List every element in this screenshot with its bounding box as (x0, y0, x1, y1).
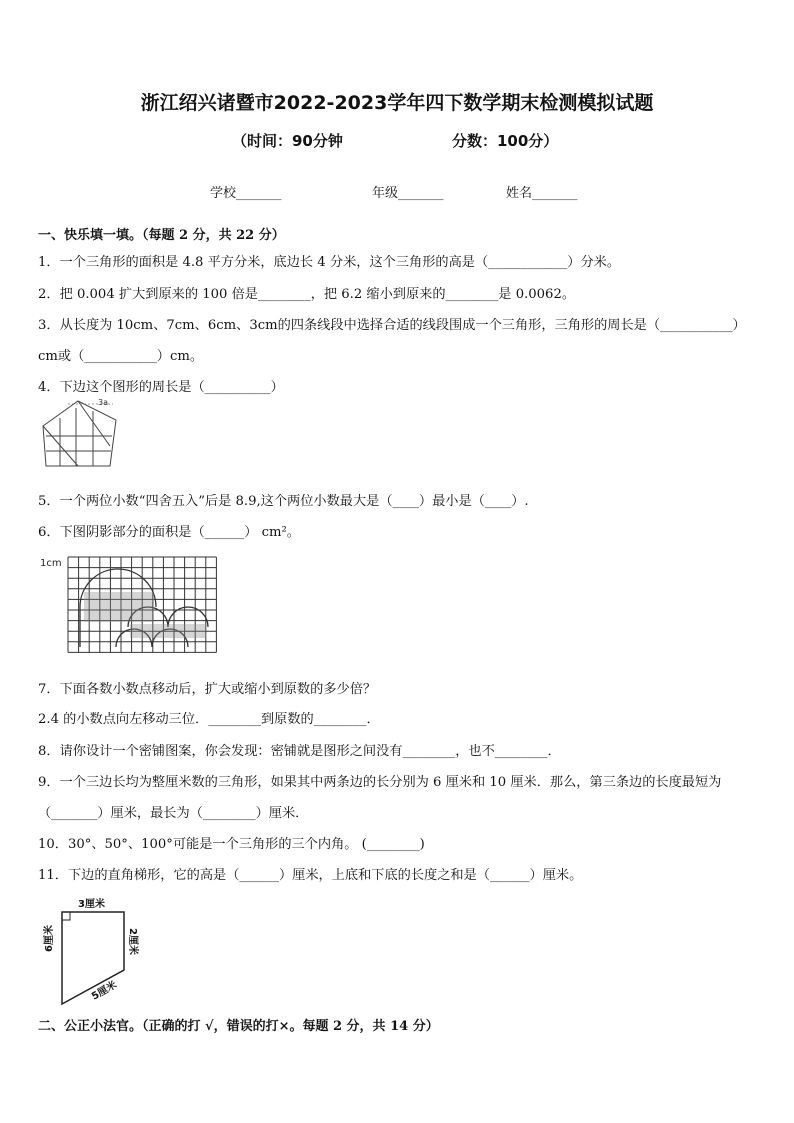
question-10: 10．30°、50°、100°可能是一个三角形的三个内角。 (________) (38, 837, 425, 852)
question-9-continued: （_______）厘米，最长为（________）厘米． (38, 806, 309, 821)
question-4: 4．下边这个图形的周长是（__________） (38, 380, 284, 395)
question-5: 5．一个两位小数“四舍五入”后是 8.9,这个两位小数最大是（____）最小是（____）. (38, 494, 529, 509)
question-7-sub: 2.4 的小数点向左移动三位．________到原数的________． (38, 712, 380, 727)
question-8: 8．请你设计一个密铺图案，你会发现：密铺就是图形之间没有________，也不________． (38, 744, 561, 759)
question-7: 7．下面各数小数点移动后，扩大或缩小到原数的多少倍？ (38, 682, 377, 697)
section-1-heading: 一、快乐填一填。（每题 2 分，共 22 分） (38, 228, 285, 243)
school-field: 学校_______ (210, 186, 282, 201)
q11-right-label: 2厘米 (127, 928, 138, 955)
name-field: 姓名_______ (506, 186, 578, 201)
question-9: 9．一个三边长均为整厘米数的三角形，如果其中两条边的长分别为 6 厘米和 10 厘米．那么，第三条边的长度最短为 (38, 775, 722, 790)
page-title: 浙江绍兴诸暨市2022-2023学年四下数学期末检测模拟试题 (140, 92, 654, 114)
score-label: 分数：100分） (452, 132, 559, 150)
question-2: 2．把 0.004 扩大到原来的 100 倍是________，把 6.2 缩小到原来的________是 0.0062。 (38, 287, 576, 302)
question-1: 1．一个三角形的面积是 4.8 平方分米，底边长 4 分米，这个三角形的高是（____________）分米。 (38, 255, 621, 270)
grade-field: 年级_______ (372, 186, 444, 201)
q11-trapezoid-figure (38, 894, 158, 1014)
q4-figure-label: 3a (98, 398, 108, 407)
question-11: 11．下边的直角梯形，它的高是（______）厘米，上底和下底的长度之和是（______）厘米。 (38, 868, 583, 883)
question-3-continued: cm或（___________）cm。 (38, 349, 204, 364)
q4-grid-figure (38, 396, 124, 472)
question-3: 3．从长度为 10cm、7cm、6cm、3cm的四条线段中选择合适的线段围成一个三角形，三角形的周长是（___________） (38, 318, 746, 333)
section-2-heading: 二、公正小法官。（正确的打 √，错误的打×。每题 2 分，共 14 分） (38, 1019, 439, 1034)
q11-top-label: 3厘米 (78, 899, 105, 910)
q11-left-label: 6厘米 (44, 925, 55, 952)
q6-figure-label: 1cm (40, 558, 62, 569)
q6-grid-figure (38, 552, 224, 662)
q11-slant-label: 5厘米 (90, 979, 119, 1003)
time-label: （时间：90分钟 (232, 132, 343, 150)
question-6: 6．下图阴影部分的面积是（______） cm²。 (38, 525, 300, 540)
